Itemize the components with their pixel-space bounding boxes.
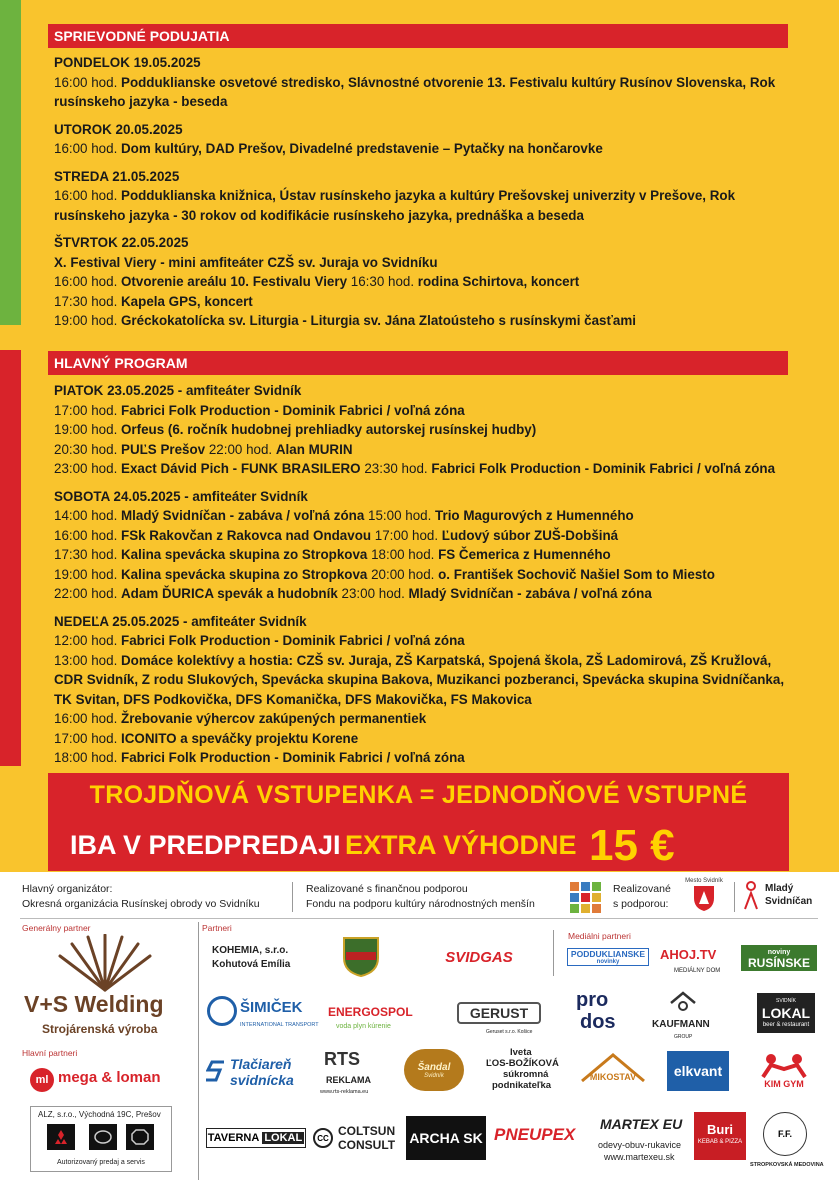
program-line: [54, 506, 794, 526]
time-text: 15:00 hod.: [368, 508, 436, 523]
day-gap: [54, 479, 794, 487]
program-line: [54, 440, 794, 460]
time-text: 17:00 hod.: [374, 527, 442, 543]
mazda-logo: [89, 1124, 117, 1150]
program-line: [54, 311, 794, 331]
event-text: Exact Dávid Pich - FUNK BRASILERO: [121, 461, 365, 476]
divider: [198, 922, 199, 1180]
mg-octagon-icon: [131, 1129, 149, 1145]
sunburst-icon: [40, 934, 170, 992]
house-icon: [669, 991, 697, 1015]
coltsun-line-2: CONSULT: [338, 1138, 396, 1152]
sandal-subtitle: Svidník: [424, 1072, 444, 1079]
sandal-text: Šandal: [417, 1061, 451, 1073]
vs-welding-logo: V+S Welding: [24, 991, 164, 1017]
time-text: 12:00 hod.: [54, 633, 122, 648]
event-text: Gréckokatolícka sv. Liturgia - Liturgia sv. Jána Zlatoústeho s rusínskymi časťami: [121, 313, 636, 328]
mikostav-text: MIKOSTAV: [589, 1072, 637, 1082]
day-gap: [54, 225, 794, 233]
medovina-bee-logo: F.F.: [763, 1112, 807, 1156]
tlaciaren-icon: [206, 1058, 226, 1084]
kaufmann-house-icon: [668, 990, 698, 1016]
time-text: 16:00 hod.: [54, 527, 122, 543]
time-text: 13:00 hod.: [54, 652, 122, 668]
mazda-wing-icon: [94, 1130, 112, 1144]
companion-events-list: [54, 53, 794, 331]
sandal-logo: [404, 1049, 464, 1091]
day-heading: PIATOK 23.05.2025 - amfiteáter Svidník: [54, 383, 302, 398]
simicek-logo: ŠIMIČEK: [240, 999, 303, 1016]
rts-url: www.rts-reklama.eu: [320, 1089, 369, 1095]
event-text: Podduklianske osvetové stredisko, Slávnostné otvorenie 13. Festivalu kultúry Rusínov Slovenska, Rok rusínskeho jazyka - beseda: [54, 74, 776, 109]
event-text: Alan MURIN: [275, 441, 353, 457]
time-text: 19:00 hod.: [54, 422, 122, 437]
time-text: 23:00 hod.: [54, 461, 122, 476]
time-text: 18:00 hod.: [371, 547, 439, 562]
crest-icon: [340, 934, 382, 978]
time-text: 23:30 hod.: [364, 461, 432, 476]
promo-price: 15 €: [589, 821, 675, 870]
program-line: [54, 729, 794, 749]
support-line-1: Realizované: [613, 883, 671, 895]
lokal-city-text: SVIDNÍK: [775, 998, 796, 1004]
mega-loman-logo: mega & loman: [58, 1069, 161, 1086]
event-text: Žrebovanie výhercov zakúpených permanentiek: [121, 711, 427, 726]
kim-gym-text: KIM GYM: [764, 1079, 804, 1089]
taverna-lokal-text: LOKAL: [264, 1132, 303, 1144]
martex-url: www.martexeu.sk: [604, 1152, 675, 1162]
program-line: [54, 526, 794, 546]
event-text: Fabrici Folk Production - Dominik Fabrici / voľná zóna: [121, 402, 465, 418]
mlady-line-2: Svidníčan: [765, 896, 813, 907]
event-text: FS Čemerica z Humenného: [438, 547, 611, 562]
rusinske-noviny-logo: [741, 945, 817, 971]
event-text: Trio Magurových z Humenného: [435, 508, 634, 523]
time-text: 17:30 hod.: [54, 547, 122, 562]
energospol-subtitle: voda plyn kúrenie: [336, 1023, 391, 1030]
program-line: [54, 545, 794, 565]
divider: [734, 882, 735, 912]
program-line: [54, 748, 794, 768]
program-line: [54, 420, 794, 440]
kim-gym-logo: [751, 1049, 817, 1093]
iveta-line-3: súkromná: [503, 1069, 549, 1080]
svidgas-logo: SVIDGAS: [445, 948, 513, 966]
day-heading: ŠTVRTOK 22.05.2025: [54, 235, 189, 250]
martex-logo: MARTEX EU: [600, 1116, 683, 1132]
event-text: Domáce kolektívy a hostia: CZŠ sv. Juraja, ZŠ Karpatská, Spojená škola, ZŠ Ladomirová, ZŠ Kružlová, CDR Svidník, Z rodu Slukových, Spevácka skupina Bakova, Muzikanci pozberanci, Spevácka skupina Svidníčanka, TK Svitan, DFS Podkovička, DFS Komanička, DFS Makovička, FS Makovica: [54, 652, 785, 707]
noviny-text: noviny: [767, 949, 791, 956]
divider: [553, 930, 554, 976]
program-line: [54, 253, 794, 273]
day-heading: PONDELOK 19.05.2025: [54, 55, 201, 70]
event-text: Kapela GPS, koncert: [121, 293, 253, 309]
roof-icon: [580, 1051, 646, 1091]
kohemia-line-1: KOHEMIA, s.r.o.: [212, 945, 289, 956]
program-line: [54, 565, 794, 585]
event-text: Kalina spevácka skupina zo Stropkova: [121, 566, 372, 582]
vs-welding-subtitle: Strojárenská výroba: [42, 1022, 158, 1036]
ahoj-tv-subtitle: MEDIÁLNY DOM: [674, 968, 721, 974]
program-line: [54, 631, 794, 651]
section-header-companion-events: SPRIEVODNÉ PODUJATIA: [48, 24, 788, 48]
time-text: 16:00 hod.: [54, 274, 122, 289]
organizer-name: Okresná organizácia Rusínskej obrody vo Svidníku: [22, 898, 260, 910]
city-label: Mesto Svidník: [685, 878, 723, 884]
day-heading: STREDA 21.05.2025: [54, 168, 180, 184]
promo-presale-text: IBA V PREDPREDAJI: [70, 830, 341, 860]
rts-logo: RTS: [324, 1049, 360, 1069]
event-text: Podduklianska knižnica, Ústav rusínskeho jazyka a kultúry Prešovskej univerzity v Prešove, Rok rusínskeho jazyka - 30 rokov od kodifikácie rusínskeho jazyka, prednáška a beseda: [54, 188, 736, 223]
time-text: 16:00 hod.: [54, 74, 122, 90]
alz-address: ALZ, s.r.o., Východná 19C, Prešov: [38, 1110, 161, 1119]
time-text: 23:00 hod.: [341, 586, 409, 601]
funding-line-1: Realizované s finančnou podporou: [306, 883, 468, 895]
tlaciaren-line-1: Tlačiareň: [230, 1056, 292, 1072]
archa-sk-logo: ARCHA SK: [406, 1116, 486, 1160]
main-partners-label: Hlavní partneri: [22, 1048, 78, 1058]
event-text: PUĽS Prešov: [121, 441, 209, 457]
buri-text: Buri: [707, 1122, 733, 1137]
mosaic-pattern-icon: [568, 880, 602, 914]
pneupex-logo: PNEUPEX: [494, 1125, 576, 1144]
organizer-label: Hlavný organizátor:: [22, 883, 113, 895]
time-text: 16:00 hod.: [54, 711, 122, 726]
buri-kebab-logo: [694, 1112, 746, 1160]
program-line: [54, 292, 794, 312]
taverna-text: TAVERNA: [207, 1132, 260, 1144]
event-text: rodina Schirtova, koncert: [417, 274, 580, 289]
podduklianske-text: PODDUKLIANSKE: [570, 949, 646, 959]
event-text: Fabrici Folk Production - Dominik Fabrici / voľná zóna: [121, 750, 465, 765]
green-side-strip: [0, 0, 21, 325]
time-text: 14:00 hod.: [54, 508, 122, 523]
print-s-icon: [206, 1058, 226, 1084]
ticket-promo-banner: [48, 773, 789, 871]
tlaciaren-line-2: svidnícka: [230, 1072, 294, 1088]
mg-logo: [126, 1124, 154, 1150]
gerust-logo: GERUST: [457, 1002, 541, 1024]
city-crest-icon: [692, 884, 716, 912]
event-text: X. Festival Viery - mini amfiteáter CZŠ sv. Juraja vo Svidníku: [54, 254, 438, 270]
time-text: 16:00 hod.: [54, 141, 122, 156]
time-text: 17:00 hod.: [54, 730, 122, 746]
prodos-line-1: pro: [576, 989, 609, 1011]
day-heading: UTOROK 20.05.2025: [54, 121, 183, 137]
section-header-main-program: HLAVNÝ PROGRAM: [48, 351, 788, 375]
mlady-svidnican-icon: [742, 880, 760, 912]
program-line: [54, 584, 794, 604]
vs-welding-rays-icon: [40, 934, 170, 992]
iveta-line-4: podnikateľka: [492, 1080, 552, 1091]
person-icon: [743, 881, 759, 911]
day-heading: SOBOTA 24.05.2025 - amfiteáter Svidník: [54, 488, 308, 504]
support-line-2: s podporou:: [613, 898, 669, 910]
time-text: 22:00 hod.: [54, 586, 122, 601]
program-line: [54, 186, 794, 225]
rusinske-text: RUSÍNSKE: [747, 956, 810, 970]
time-text: 20:30 hod.: [54, 441, 122, 457]
divider: [292, 882, 293, 912]
simicek-ring-icon: [207, 996, 237, 1026]
lokal-text: LOKAL: [761, 1005, 811, 1021]
svidnik-city-logo: [683, 876, 725, 914]
event-text: Otvorenie areálu 10. Festivalu Viery: [121, 274, 351, 289]
coltsun-line-1: COLTSUN: [338, 1124, 396, 1138]
buri-subtitle: KEBAB & PIZZA: [697, 1139, 743, 1145]
mlady-line-1: Mladý: [765, 883, 794, 894]
program-line: [54, 709, 794, 729]
podduklianske-novinky-logo: [567, 948, 649, 966]
program-line: [54, 73, 794, 112]
lokal-logo: [757, 993, 815, 1033]
mega-loman-mark: ml: [30, 1068, 54, 1092]
lokal-subtitle: beer & restaurant: [762, 1022, 810, 1028]
coltsun-mark: CC: [313, 1128, 333, 1148]
time-text: 16:30 hod.: [350, 274, 418, 289]
mitsubishi-logo: [47, 1124, 75, 1150]
novinky-text: novinky: [596, 959, 620, 965]
mosaic-fund-logo: [568, 880, 602, 914]
kaufmann-logo: KAUFMANN: [652, 1019, 710, 1030]
time-text: 22:00 hod.: [208, 441, 276, 457]
ahoj-tv-logo: AHOJ.TV: [660, 947, 717, 962]
event-text: Fabrici Folk Production - Dominik Fabrici / voľná zóna: [431, 461, 776, 476]
main-program-list: [54, 381, 794, 768]
time-text: 20:00 hod.: [371, 566, 439, 582]
program-line: [54, 272, 794, 292]
event-text: Orfeus (6. ročník hudobnej prehliadky autorskej rusínskej hudby): [121, 422, 537, 437]
event-text: Dom kultúry, DAD Prešov, Divadelné predstavenie – Pytačky na hončarovke: [121, 141, 603, 156]
program-line: [54, 459, 794, 479]
footer-divider: [20, 918, 818, 919]
event-text: Mladý Svidníčan - zabáva / voľná zóna: [121, 508, 369, 523]
taverna-lokal-logo: [206, 1128, 306, 1148]
time-text: 17:30 hod.: [54, 293, 122, 309]
elkvant-logo: elkvant: [667, 1051, 729, 1091]
day-gap: [54, 604, 794, 612]
promo-price-line: [70, 815, 675, 870]
event-text: ICONITO a speváčky projektu Korene: [121, 730, 359, 746]
prodos-line-2: dos: [580, 1011, 616, 1033]
promo-headline: TROJDŇOVÁ VSTUPENKA = JEDNODŇOVÉ VSTUPNÉ: [89, 781, 748, 809]
event-text: FSk Rakovčan z Rakovca nad Ondavou: [121, 527, 375, 543]
event-text: Kalina spevácka skupina zo Stropkova: [121, 547, 372, 562]
iveta-line-2: ĽOS-BOŽÍKOVÁ: [486, 1058, 559, 1069]
time-text: 17:00 hod.: [54, 402, 122, 418]
event-text: Fabrici Folk Production - Dominik Fabrici / voľná zóna: [121, 633, 465, 648]
crest-partner-logo: [340, 934, 382, 978]
program-line: [54, 651, 794, 710]
day-heading: NEDEĽA 25.05.2025 - amfiteáter Svidník: [54, 613, 307, 629]
funding-line-2: Fondu na podporu kultúry národnostných menšín: [306, 898, 535, 910]
red-side-strip: [0, 350, 21, 766]
time-text: 16:00 hod.: [54, 188, 122, 203]
day-gap: [54, 159, 794, 167]
martex-subtitle: odevy-obuv-rukavice: [598, 1140, 682, 1150]
program-line: [54, 139, 794, 159]
general-partner-label: Generálny partner: [22, 923, 91, 933]
partners-label: Partneri: [202, 923, 232, 933]
alz-subtitle: Autorizovaný predaj a servis: [57, 1159, 145, 1166]
energospol-logo: ENERGOSPOL: [328, 1005, 413, 1019]
mikostav-logo: [580, 1051, 646, 1091]
kohemia-line-2: Kohutová Emília: [212, 959, 291, 970]
diamond-icon: [52, 1129, 70, 1145]
day-gap: [54, 112, 794, 120]
media-partners-label: Mediálni partneri: [568, 931, 631, 941]
event-text: Adam ĎURICA spevák a hudobník: [121, 586, 342, 601]
fighters-icon: [757, 1053, 811, 1079]
promo-extra-text: EXTRA VÝHODNE: [345, 830, 577, 860]
medovina-label: STROPKOVSKÁ MEDOVINA: [750, 1162, 824, 1168]
event-text: Ľudový súbor ZUŠ-Dobšiná: [441, 527, 619, 543]
rts-reklama: REKLAMA: [326, 1075, 371, 1085]
iveta-line-1: Iveta: [510, 1047, 532, 1058]
time-text: 19:00 hod.: [54, 313, 122, 328]
event-text: o. František Sochovič Našiel Som to Miesto: [438, 566, 715, 582]
time-text: 18:00 hod.: [54, 750, 122, 765]
event-text: Mladý Svidníčan - zabáva / voľná zóna: [408, 586, 652, 601]
program-line: [54, 401, 794, 421]
kaufmann-subtitle: GROUP: [674, 1034, 693, 1040]
time-text: 19:00 hod.: [54, 566, 122, 582]
gerust-subtitle: Geruset s.r.o. Košice: [486, 1029, 533, 1035]
simicek-subtitle: INTERNATIONAL TRANSPORT: [240, 1022, 319, 1028]
